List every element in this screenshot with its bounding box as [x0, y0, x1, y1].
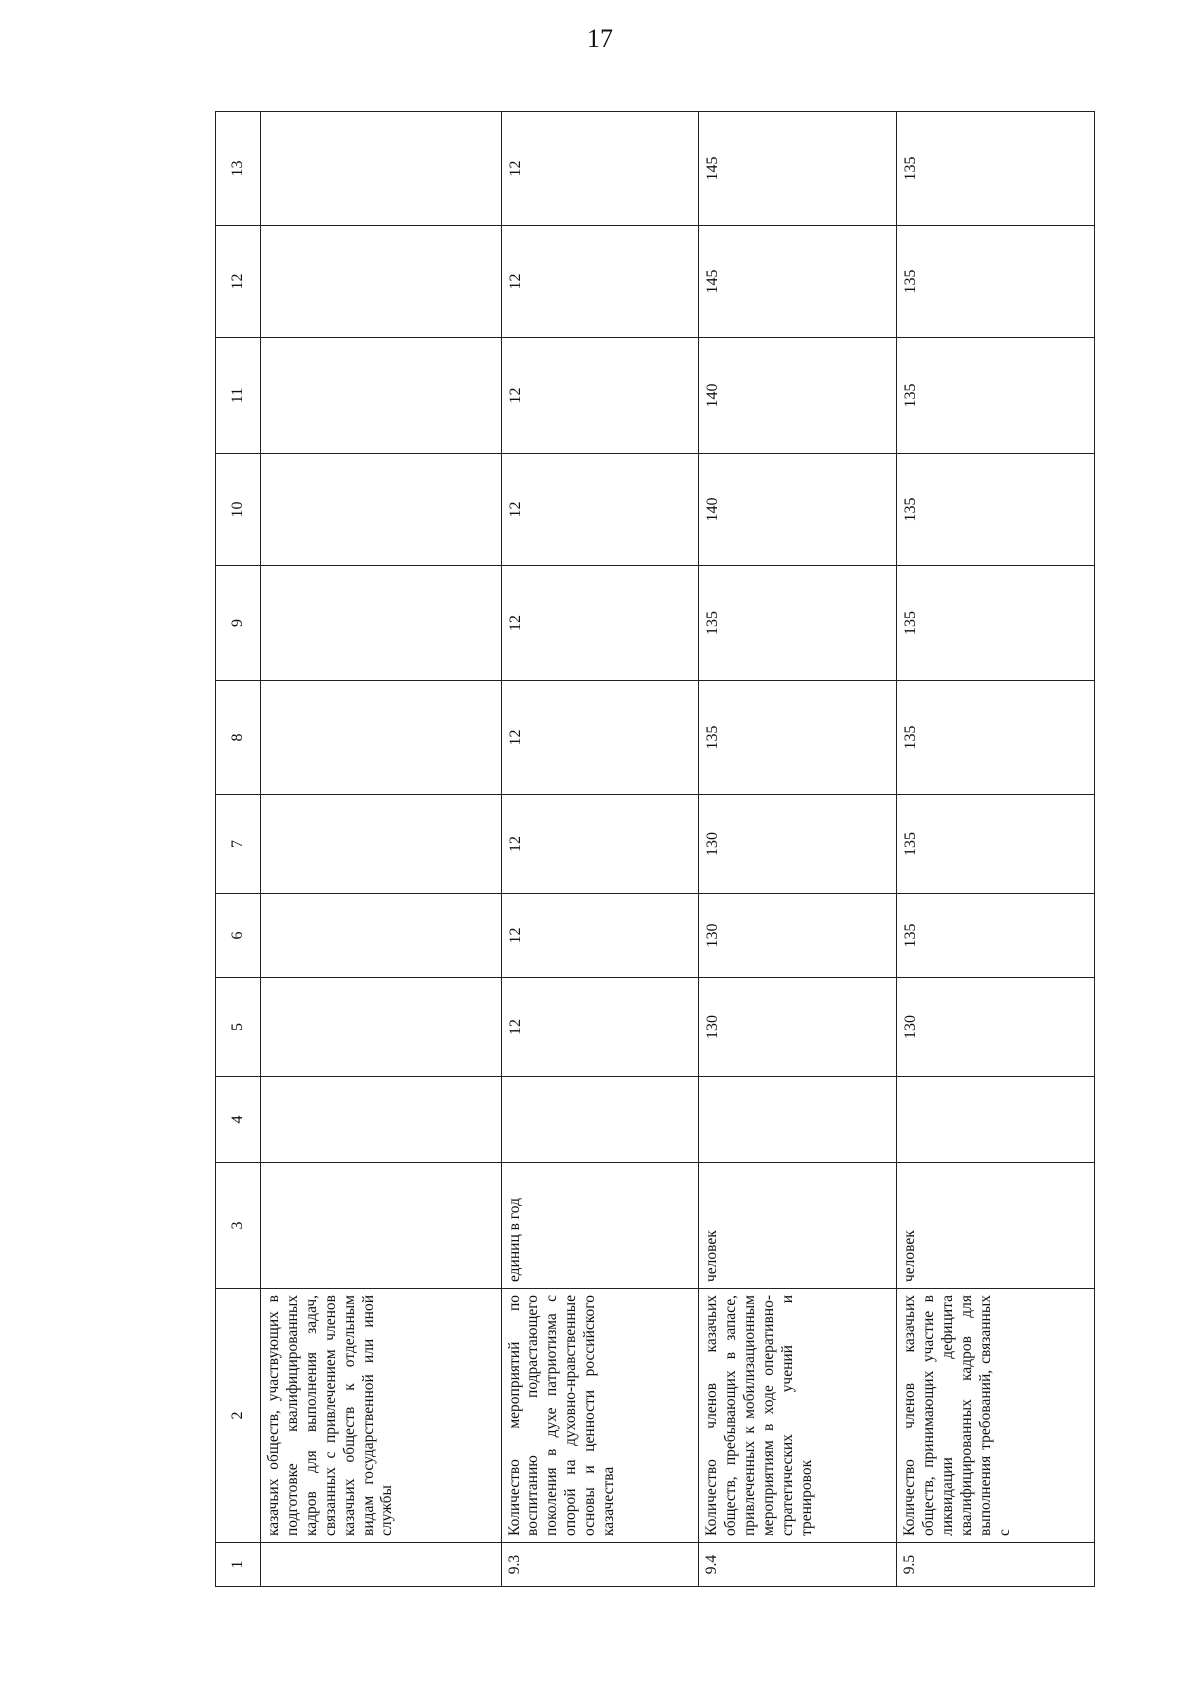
table-row: [699, 112, 897, 1587]
row-index: 9.3: [501, 1543, 699, 1587]
col-header: 11: [216, 338, 261, 454]
unit-cell: человек: [699, 1163, 897, 1289]
value-cell: 135: [699, 681, 897, 795]
table-row: [501, 112, 699, 1587]
rotated-table-container: [215, 112, 1095, 1587]
value-cell: 12: [501, 681, 699, 795]
value-cell: [897, 1077, 1095, 1163]
value-cell: 145: [699, 226, 897, 338]
value-cell: 135: [897, 112, 1095, 226]
indicator-description: Количество членов казачьих обществ, пребывающих в запасе, привлеченных к мобилизационным мероприятиям в ходе оперативно-стратегических учений и тренировок: [699, 1289, 897, 1543]
value-cell: 130: [897, 978, 1095, 1077]
indicator-description: казачьих обществ, участвующих в подготовке квалифицированных кадров для выполнения задач, связанных с привлечением членов казачьих обществ к отдельным видам государственной или иной службы: [261, 1289, 502, 1543]
col-header: 2: [216, 1289, 261, 1543]
indicator-table: [215, 111, 1095, 1587]
value-cell: 12: [501, 795, 699, 894]
value-cell: 135: [897, 795, 1095, 894]
value-cell: [261, 338, 502, 454]
col-header: 1: [216, 1543, 261, 1587]
value-cell: 135: [897, 226, 1095, 338]
value-cell: 135: [897, 681, 1095, 795]
row-index: [261, 1543, 502, 1587]
value-cell: [261, 681, 502, 795]
value-cell: [261, 566, 502, 681]
value-cell: [261, 112, 502, 226]
unit-cell: единиц в год: [501, 1163, 699, 1289]
col-header: 5: [216, 978, 261, 1077]
value-cell: [501, 1077, 699, 1163]
indicator-description: Количество мероприятий по воспитанию подрастающего поколения в духе патриотизма с опорой на духовно-нравственные основы и ценности российского казачества: [501, 1289, 699, 1543]
value-cell: 140: [699, 338, 897, 454]
value-cell: 12: [501, 566, 699, 681]
col-header: 9: [216, 566, 261, 681]
col-header: 4: [216, 1077, 261, 1163]
value-cell: 12: [501, 978, 699, 1077]
value-cell: [261, 454, 502, 566]
table-row: [897, 112, 1095, 1587]
col-header: 12: [216, 226, 261, 338]
row-index: 9.5: [897, 1543, 1095, 1587]
value-cell: [261, 226, 502, 338]
value-cell: 135: [897, 454, 1095, 566]
value-cell: 135: [897, 894, 1095, 978]
value-cell: 12: [501, 226, 699, 338]
table-row: [261, 112, 502, 1587]
col-header: 10: [216, 454, 261, 566]
indicator-description: Количество членов казачьих обществ, принимающих участие в ликвидации дефицита квалифицированных кадров для выполнения требований, связанных с: [897, 1289, 1095, 1543]
page-number: 17: [587, 24, 613, 53]
col-header: 7: [216, 795, 261, 894]
col-header: 6: [216, 894, 261, 978]
value-cell: 130: [699, 894, 897, 978]
value-cell: 140: [699, 454, 897, 566]
value-cell: 135: [699, 566, 897, 681]
row-index: 9.4: [699, 1543, 897, 1587]
value-cell: 145: [699, 112, 897, 226]
unit-cell: человек: [897, 1163, 1095, 1289]
value-cell: [261, 795, 502, 894]
value-cell: [261, 1077, 502, 1163]
col-header: 8: [216, 681, 261, 795]
value-cell: [261, 894, 502, 978]
value-cell: 12: [501, 338, 699, 454]
value-cell: 135: [897, 566, 1095, 681]
value-cell: 135: [897, 338, 1095, 454]
value-cell: 12: [501, 894, 699, 978]
value-cell: 130: [699, 978, 897, 1077]
col-header: 3: [216, 1163, 261, 1289]
value-cell: 12: [501, 454, 699, 566]
value-cell: 130: [699, 795, 897, 894]
value-cell: 12: [501, 112, 699, 226]
header-row: [216, 112, 261, 1587]
value-cell: [699, 1077, 897, 1163]
unit-cell: [261, 1163, 502, 1289]
value-cell: [261, 978, 502, 1077]
col-header: 13: [216, 112, 261, 226]
